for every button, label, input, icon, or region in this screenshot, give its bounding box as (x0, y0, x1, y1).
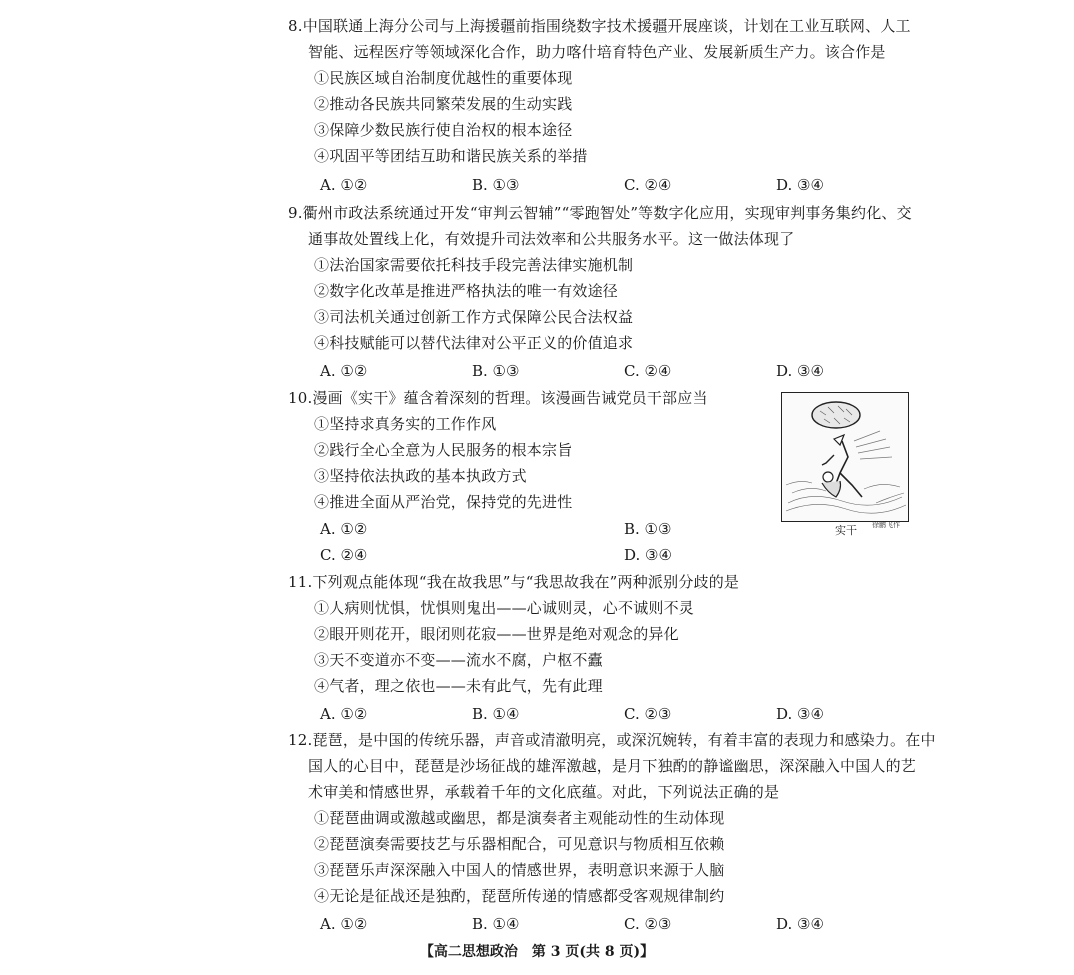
answer-choice-a: A. ①② (320, 362, 368, 380)
answer-choice-d: D. ③④ (776, 705, 824, 723)
statement-option: ④科技赋能可以替代法律对公平正义的价值追求 (314, 334, 634, 352)
statement-option: ②推动各民族共同繁荣发展的生动实践 (314, 95, 573, 113)
answer-choice-b: B. ①④ (472, 915, 520, 933)
answer-choice-b: B. ①③ (624, 520, 672, 538)
statement-option: ①民族区域自治制度优越性的重要体现 (314, 69, 573, 87)
cartoon-caption: 实干 (835, 524, 857, 537)
answer-choice-a: A. ①② (320, 915, 368, 933)
answer-choice-b: B. ①③ (472, 362, 520, 380)
cartoon-credit: 徐鹏飞作 (872, 521, 900, 529)
question-stem-line: 10.漫画《实干》蕴含着深刻的哲理。该漫画告诫党员干部应当 (288, 389, 708, 407)
statement-option: ④气者，理之依也——未有此气，先有此理 (314, 677, 603, 695)
question-stem-line: 8.中国联通上海分公司与上海援疆前指围绕数字技术援疆开展座谈，计划在工业互联网、人工 (288, 17, 911, 35)
answer-choice-b: B. ①④ (472, 705, 520, 723)
question-stem-line: 国人的心目中，琵琶是沙场征战的雄浑激越，是月下独酌的静谧幽思，深深融入中国人的艺 (308, 757, 917, 775)
question-stem-line: 12.琵琶，是中国的传统乐器，声音或清澈明亮，或深沉婉转，有着丰富的表现力和感染力。在中 (288, 731, 936, 749)
statement-option: ④推进全面从严治党，保持党的先进性 (314, 493, 573, 511)
statement-option: ①坚持求真务实的工作作风 (314, 415, 497, 433)
question-stem-line: 术审美和情感世界，承载着千年的文化底蕴。对此，下列说法正确的是 (308, 783, 780, 801)
statement-option: ③天不变道亦不变——流水不腐，户枢不蠹 (314, 651, 603, 669)
answer-choice-d: D. ③④ (776, 176, 824, 194)
statement-option: ③保障少数民族行使自治权的根本途径 (314, 121, 573, 139)
statement-option: ②践行全心全意为人民服务的根本宗旨 (314, 441, 573, 459)
cartoon-illustration (781, 392, 909, 522)
answer-choice-d: D. ③④ (776, 362, 824, 380)
page-footer: 【高二思想政治 第 3 页(共 8 页)】 (419, 944, 655, 960)
question-stem-line: 9.衢州市政法系统通过开发“审判云智辅”“零跑智处”等数字化应用，实现审判事务集约化、交 (288, 204, 912, 222)
question-stem-line: 智能、远程医疗等领域深化合作，助力喀什培育特色产业、发展新质生产力。该合作是 (308, 43, 886, 61)
statement-option: ①人病则忧惧，忧惧则鬼出——心诚则灵，心不诚则不灵 (314, 599, 695, 617)
statement-option: ①琵琶曲调或激越或幽思，都是演奏者主观能动性的生动体现 (314, 809, 725, 827)
statement-option: ③坚持依法执政的基本执政方式 (314, 467, 527, 485)
statement-option: ④巩固平等团结互助和谐民族关系的举措 (314, 147, 588, 165)
statement-option: ③琵琶乐声深深融入中国人的情感世界，表明意识来源于人脑 (314, 861, 725, 879)
statement-option: ③司法机关通过创新工作方式保障公民合法权益 (314, 308, 634, 326)
answer-choice-c: C. ②③ (624, 915, 672, 933)
answer-choice-a: A. ①② (320, 176, 368, 194)
statement-option: ②琵琶演奏需要技艺与乐器相配合，可见意识与物质相互依赖 (314, 835, 725, 853)
question-stem-line: 11.下列观点能体现“我在故我思”与“我思故我在”两种派别分歧的是 (288, 573, 740, 591)
cartoon-drawing (782, 393, 908, 521)
answer-choice-d: D. ③④ (776, 915, 824, 933)
answer-choice-d: D. ③④ (624, 546, 672, 564)
statement-option: ②眼开则花开，眼闭则花寂——世界是绝对观念的异化 (314, 625, 679, 643)
answer-choice-a: A. ①② (320, 520, 368, 538)
statement-option: ①法治国家需要依托科技手段完善法律实施机制 (314, 256, 634, 274)
answer-choice-a: A. ①② (320, 705, 368, 723)
answer-choice-c: C. ②③ (624, 705, 672, 723)
question-stem-line: 通事故处置线上化，有效提升司法效率和公共服务水平。这一做法体现了 (308, 230, 795, 248)
answer-choice-c: C. ②④ (624, 176, 672, 194)
statement-option: ②数字化改革是推进严格执法的唯一有效途径 (314, 282, 619, 300)
answer-choice-b: B. ①③ (472, 176, 520, 194)
answer-choice-c: C. ②④ (624, 362, 672, 380)
statement-option: ④无论是征战还是独酌，琵琶所传递的情感都受客观规律制约 (314, 887, 725, 905)
answer-choice-c: C. ②④ (320, 546, 368, 564)
